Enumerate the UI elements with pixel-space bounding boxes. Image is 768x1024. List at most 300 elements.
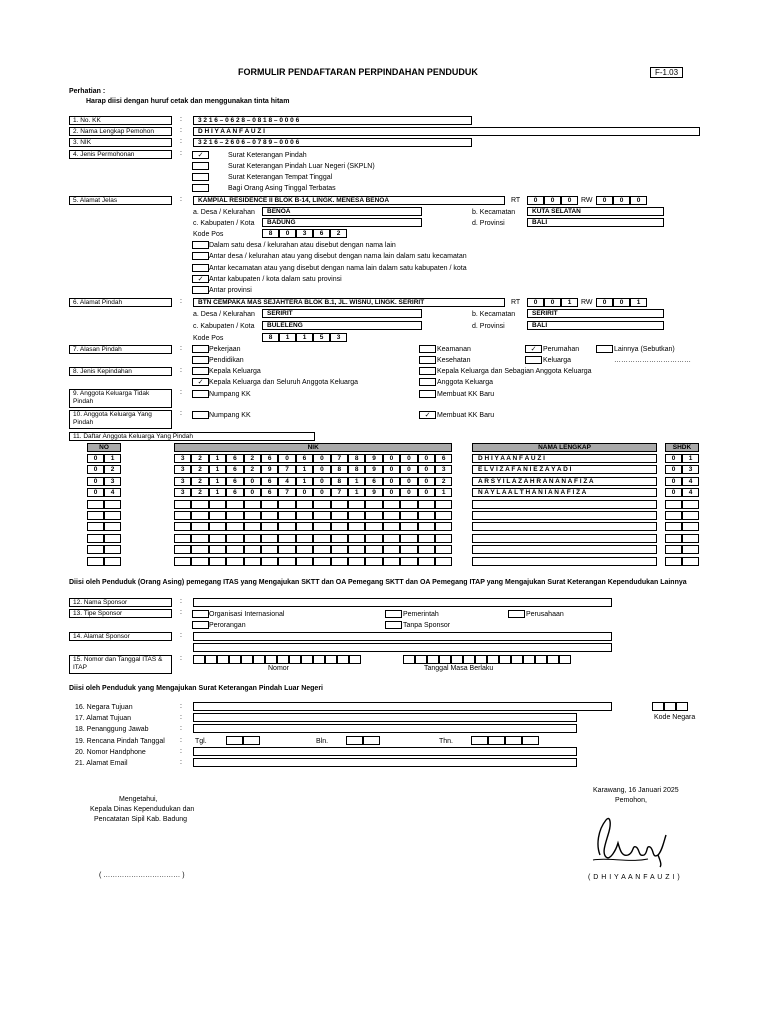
rt-digit[interactable]: 1 <box>561 298 578 307</box>
checkbox-tanpa-sponsor[interactable] <box>385 621 402 629</box>
nik-digit[interactable] <box>209 534 226 543</box>
checkbox-scope-3[interactable] <box>192 264 209 272</box>
kecamatan-field[interactable]: KUTA SELATAN <box>527 207 664 216</box>
nik-digit[interactable] <box>400 534 417 543</box>
bln-box[interactable] <box>346 736 363 745</box>
itas-tanggal-box[interactable] <box>475 655 487 664</box>
rw-digit[interactable]: 0 <box>596 298 613 307</box>
itas-tanggal-box[interactable] <box>463 655 475 664</box>
nik-digit[interactable] <box>313 545 330 554</box>
no-digit[interactable] <box>87 500 104 509</box>
nik-digit[interactable]: 6 <box>365 477 382 486</box>
checkbox-keamanan[interactable] <box>419 345 436 353</box>
nik-digit[interactable]: 6 <box>261 488 278 497</box>
nik-digit[interactable] <box>209 511 226 520</box>
shdk-digit[interactable] <box>665 500 682 509</box>
nik-digit[interactable] <box>365 500 382 509</box>
nik-digit[interactable]: 0 <box>400 477 417 486</box>
rt-digit[interactable]: 0 <box>527 196 544 205</box>
nik-digit[interactable] <box>418 500 435 509</box>
nik-digit[interactable] <box>435 545 452 554</box>
nik-digit[interactable]: 0 <box>313 488 330 497</box>
nik-digit[interactable] <box>331 534 348 543</box>
no-digit[interactable] <box>104 557 121 566</box>
nik-digit[interactable]: 1 <box>348 477 365 486</box>
nik-digit[interactable]: 2 <box>435 477 452 486</box>
shdk-digit[interactable] <box>665 511 682 520</box>
nik-digit[interactable] <box>313 500 330 509</box>
itas-tanggal-box[interactable] <box>427 655 439 664</box>
checkbox-keluarga[interactable] <box>525 356 542 364</box>
nik-digit[interactable]: 3 <box>174 477 191 486</box>
checkbox-pemerintah[interactable] <box>385 610 402 618</box>
nik-digit[interactable] <box>174 557 191 566</box>
nik-digit[interactable]: 6 <box>226 454 243 463</box>
nik-digit[interactable] <box>191 522 208 531</box>
nik-digit[interactable]: 2 <box>191 477 208 486</box>
nik-digit[interactable] <box>418 511 435 520</box>
nama-pemohon-field[interactable]: D H I Y A A N F A U Z I <box>193 127 700 136</box>
kode-negara-box[interactable] <box>652 702 664 711</box>
checkbox-anggota[interactable] <box>419 378 436 386</box>
no-digit[interactable]: 0 <box>87 465 104 474</box>
nik-digit[interactable] <box>226 545 243 554</box>
nik-digit[interactable] <box>313 534 330 543</box>
shdk-digit[interactable]: 0 <box>665 454 682 463</box>
nik-digit[interactable] <box>365 511 382 520</box>
kode-negara-box[interactable] <box>676 702 688 711</box>
nik-digit[interactable]: 0 <box>244 477 261 486</box>
nik-digit[interactable] <box>191 511 208 520</box>
shdk-digit[interactable] <box>682 500 699 509</box>
nik-digit[interactable] <box>348 557 365 566</box>
nik-digit[interactable] <box>331 500 348 509</box>
nomor-handphone-field[interactable] <box>193 747 577 756</box>
checkbox-lainnya[interactable] <box>596 345 613 353</box>
shdk-digit[interactable] <box>665 534 682 543</box>
kodepos-digit[interactable]: 3 <box>330 333 347 342</box>
shdk-digit[interactable]: 3 <box>682 465 699 474</box>
provinsi-field[interactable]: BALI <box>527 218 664 227</box>
checkbox-oa[interactable] <box>192 184 209 192</box>
alamat-sponsor-field[interactable] <box>193 632 612 641</box>
nik-digit[interactable]: 8 <box>348 465 365 474</box>
nik-digit[interactable]: 0 <box>278 454 295 463</box>
nik-digit[interactable]: 2 <box>191 488 208 497</box>
nik-digit[interactable]: 6 <box>261 454 278 463</box>
nik-digit[interactable]: 0 <box>400 454 417 463</box>
shdk-digit[interactable]: 4 <box>682 488 699 497</box>
nik-digit[interactable] <box>244 511 261 520</box>
itas-tanggal-box[interactable] <box>403 655 415 664</box>
no-digit[interactable] <box>87 557 104 566</box>
no-digit[interactable]: 4 <box>104 488 121 497</box>
nik-digit[interactable] <box>174 522 191 531</box>
nik-digit[interactable]: 4 <box>278 477 295 486</box>
kodepos-digit[interactable]: 1 <box>279 333 296 342</box>
checkbox-kk-baru[interactable] <box>419 390 436 398</box>
nik-digit[interactable] <box>435 511 452 520</box>
no-digit[interactable]: 0 <box>87 454 104 463</box>
itas-tanggal-box[interactable] <box>511 655 523 664</box>
itas-nomor-box[interactable] <box>349 655 361 664</box>
nik-digit[interactable]: 7 <box>278 465 295 474</box>
shdk-digit[interactable] <box>682 511 699 520</box>
shdk-digit[interactable]: 4 <box>682 477 699 486</box>
nik-digit[interactable]: 0 <box>383 477 400 486</box>
nik-digit[interactable] <box>348 534 365 543</box>
nik-digit[interactable] <box>313 511 330 520</box>
nik-digit[interactable]: 0 <box>383 454 400 463</box>
nik-digit[interactable]: 1 <box>209 465 226 474</box>
nik-digit[interactable] <box>365 545 382 554</box>
nik-digit[interactable]: 8 <box>331 477 348 486</box>
nik-digit[interactable] <box>400 500 417 509</box>
nik-digit[interactable] <box>435 522 452 531</box>
rw-digit[interactable]: 0 <box>613 196 630 205</box>
thn-box[interactable] <box>522 736 539 745</box>
nik-digit[interactable] <box>191 500 208 509</box>
itas-nomor-box[interactable] <box>193 655 205 664</box>
itas-nomor-box[interactable] <box>289 655 301 664</box>
no-digit[interactable] <box>104 522 121 531</box>
nik-digit[interactable] <box>383 522 400 531</box>
checkbox-scope-1[interactable] <box>192 241 209 249</box>
rt-digit[interactable]: 0 <box>527 298 544 307</box>
nik-digit[interactable] <box>278 522 295 531</box>
nik-digit[interactable] <box>296 500 313 509</box>
provinsi-field[interactable]: BALI <box>527 321 664 330</box>
no-digit[interactable] <box>87 545 104 554</box>
alamat-tujuan-field[interactable] <box>193 713 577 722</box>
nik-digit[interactable]: 0 <box>313 454 330 463</box>
bln-box[interactable] <box>363 736 380 745</box>
desa-field[interactable]: SERIRIT <box>262 309 422 318</box>
kabupaten-field[interactable]: BULELENG <box>262 321 422 330</box>
nik-digit[interactable] <box>209 545 226 554</box>
itas-nomor-box[interactable] <box>301 655 313 664</box>
tgl-box[interactable] <box>243 736 260 745</box>
nik-digit[interactable] <box>226 511 243 520</box>
nik-digit[interactable] <box>383 511 400 520</box>
nik-digit[interactable] <box>209 500 226 509</box>
nik-digit[interactable] <box>296 534 313 543</box>
nik-digit[interactable] <box>365 557 382 566</box>
nik-digit[interactable] <box>383 534 400 543</box>
nik-digit[interactable] <box>348 545 365 554</box>
nik-digit[interactable]: 0 <box>418 477 435 486</box>
kodepos-digit[interactable]: 0 <box>279 229 296 238</box>
itas-nomor-box[interactable] <box>229 655 241 664</box>
thn-box[interactable] <box>505 736 522 745</box>
nik-digit[interactable] <box>313 557 330 566</box>
kode-negara-box[interactable] <box>664 702 676 711</box>
checkbox-scope-4[interactable]: ✓ <box>192 275 209 283</box>
nik-digit[interactable] <box>226 522 243 531</box>
nik-digit[interactable] <box>261 511 278 520</box>
nik-digit[interactable]: 6 <box>435 454 452 463</box>
nik-digit[interactable]: 0 <box>400 465 417 474</box>
nik-digit[interactable]: 9 <box>365 488 382 497</box>
kodepos-digit[interactable]: 1 <box>296 333 313 342</box>
checkbox-scope-5[interactable] <box>192 286 209 294</box>
nik-digit[interactable]: 1 <box>296 477 313 486</box>
nik-digit[interactable]: 0 <box>313 465 330 474</box>
nik-digit[interactable]: 1 <box>209 477 226 486</box>
nik-digit[interactable] <box>244 545 261 554</box>
nik-digit[interactable]: 2 <box>244 454 261 463</box>
nik-digit[interactable] <box>435 500 452 509</box>
checkbox-kk[interactable] <box>192 367 209 375</box>
nik-digit[interactable]: 6 <box>296 454 313 463</box>
itas-tanggal-box[interactable] <box>487 655 499 664</box>
nik-digit[interactable] <box>418 545 435 554</box>
nik-digit[interactable] <box>435 557 452 566</box>
itas-nomor-box[interactable] <box>253 655 265 664</box>
kabupaten-field[interactable]: BADUNG <box>262 218 422 227</box>
alamat-pindah-field[interactable]: BTN CEMPAKA MAS SEJAHTERA BLOK B.1, JL. WISNU, LINGK. SERIRIT <box>193 298 505 307</box>
kecamatan-field[interactable]: SERIRIT <box>527 309 664 318</box>
nik-digit[interactable] <box>296 545 313 554</box>
nik-digit[interactable] <box>261 534 278 543</box>
alamat-jelas-field[interactable]: KAMPIAL RESIDENCE II BLOK B-14, LINGK. MENESA BENOA <box>193 196 505 205</box>
no-digit[interactable] <box>104 500 121 509</box>
negara-tujuan-field[interactable] <box>193 702 612 711</box>
desa-field[interactable]: BENOA <box>262 207 422 216</box>
nik-digit[interactable] <box>261 500 278 509</box>
shdk-digit[interactable] <box>682 534 699 543</box>
checkbox-kk-baru[interactable]: ✓ <box>419 411 436 419</box>
nama-lengkap-field[interactable] <box>472 511 657 520</box>
checkbox-kesehatan[interactable] <box>419 356 436 364</box>
checkbox-perorangan[interactable] <box>192 621 209 629</box>
rw-digit[interactable]: 1 <box>630 298 647 307</box>
nama-lengkap-field[interactable] <box>472 534 657 543</box>
nik-digit[interactable] <box>261 522 278 531</box>
nik-digit[interactable]: 3 <box>174 465 191 474</box>
itas-tanggal-box[interactable] <box>523 655 535 664</box>
nik-digit[interactable] <box>348 511 365 520</box>
nama-lengkap-field[interactable] <box>472 500 657 509</box>
nik-digit[interactable] <box>174 545 191 554</box>
nik-digit[interactable] <box>244 534 261 543</box>
nik-digit[interactable] <box>331 545 348 554</box>
nik-digit[interactable]: 8 <box>331 465 348 474</box>
kodepos-digit[interactable]: 8 <box>262 229 279 238</box>
nik-digit[interactable]: 1 <box>348 488 365 497</box>
nik-digit[interactable]: 1 <box>209 488 226 497</box>
itas-nomor-box[interactable] <box>217 655 229 664</box>
nik-digit[interactable]: 0 <box>400 488 417 497</box>
shdk-digit[interactable]: 0 <box>665 477 682 486</box>
checkbox-scope-2[interactable] <box>192 252 209 260</box>
no-digit[interactable]: 3 <box>104 477 121 486</box>
nik-digit[interactable]: 3 <box>435 465 452 474</box>
thn-box[interactable] <box>471 736 488 745</box>
no-digit[interactable] <box>104 511 121 520</box>
nik-digit[interactable] <box>365 522 382 531</box>
nik-digit[interactable] <box>261 557 278 566</box>
nik-digit[interactable]: 0 <box>418 465 435 474</box>
nik-digit[interactable]: 9 <box>365 454 382 463</box>
nik-digit[interactable]: 6 <box>226 465 243 474</box>
checkbox-perumahan[interactable]: ✓ <box>525 345 542 353</box>
nik-digit[interactable] <box>313 522 330 531</box>
itas-tanggal-box[interactable] <box>451 655 463 664</box>
nik-digit[interactable]: 6 <box>261 477 278 486</box>
nik-digit[interactable]: 2 <box>244 465 261 474</box>
nik-digit[interactable] <box>191 557 208 566</box>
nik-digit[interactable] <box>383 500 400 509</box>
nik-field[interactable]: 3 2 1 6 – 2 6 0 6 – 0 7 8 9 – 0 0 0 6 <box>193 138 472 147</box>
nik-digit[interactable] <box>209 557 226 566</box>
nik-digit[interactable]: 0 <box>418 488 435 497</box>
nik-digit[interactable] <box>174 511 191 520</box>
nik-digit[interactable] <box>244 500 261 509</box>
checkbox-sktt[interactable] <box>192 173 209 181</box>
rt-digit[interactable]: 0 <box>561 196 578 205</box>
itas-tanggal-box[interactable] <box>559 655 571 664</box>
nik-digit[interactable] <box>296 511 313 520</box>
nik-digit[interactable] <box>400 545 417 554</box>
tgl-box[interactable] <box>226 736 243 745</box>
itas-tanggal-box[interactable] <box>415 655 427 664</box>
nik-digit[interactable]: 6 <box>226 488 243 497</box>
nik-digit[interactable] <box>191 545 208 554</box>
nik-digit[interactable] <box>278 545 295 554</box>
shdk-digit[interactable]: 1 <box>682 454 699 463</box>
shdk-digit[interactable]: 0 <box>665 465 682 474</box>
itas-tanggal-box[interactable] <box>547 655 559 664</box>
nik-digit[interactable] <box>209 522 226 531</box>
nik-digit[interactable] <box>418 557 435 566</box>
checkbox-numpang-kk[interactable] <box>192 411 209 419</box>
nik-digit[interactable]: 8 <box>348 454 365 463</box>
itas-tanggal-box[interactable] <box>439 655 451 664</box>
itas-nomor-box[interactable] <box>205 655 217 664</box>
checkbox-perusahaan[interactable] <box>508 610 525 618</box>
nik-digit[interactable]: 0 <box>313 477 330 486</box>
nik-digit[interactable]: 9 <box>365 465 382 474</box>
nik-digit[interactable] <box>418 522 435 531</box>
nama-lengkap-field[interactable]: D H I Y A A N F A U Z I <box>472 454 657 463</box>
rw-digit[interactable]: 0 <box>613 298 630 307</box>
nik-digit[interactable] <box>418 534 435 543</box>
nik-digit[interactable] <box>191 534 208 543</box>
nik-digit[interactable] <box>435 534 452 543</box>
no-digit[interactable] <box>87 511 104 520</box>
itas-tanggal-box[interactable] <box>535 655 547 664</box>
nik-digit[interactable] <box>365 534 382 543</box>
no-digit[interactable] <box>87 522 104 531</box>
nik-digit[interactable] <box>244 522 261 531</box>
kodepos-digit[interactable]: 5 <box>313 333 330 342</box>
nik-digit[interactable] <box>226 500 243 509</box>
nik-digit[interactable] <box>174 500 191 509</box>
nama-lengkap-field[interactable]: A R S Y I L A Z A H R A N A N A F I Z A <box>472 477 657 486</box>
nik-digit[interactable] <box>348 500 365 509</box>
shdk-digit[interactable]: 0 <box>665 488 682 497</box>
nik-digit[interactable] <box>296 557 313 566</box>
shdk-digit[interactable] <box>665 522 682 531</box>
nik-digit[interactable]: 6 <box>226 477 243 486</box>
nik-digit[interactable] <box>174 534 191 543</box>
nik-digit[interactable]: 3 <box>174 454 191 463</box>
nama-lengkap-field[interactable] <box>472 522 657 531</box>
itas-nomor-box[interactable] <box>265 655 277 664</box>
nama-lengkap-field[interactable]: N A Y L A A L T H A N I A N A F I Z A <box>472 488 657 497</box>
checkbox-kk-sebagian[interactable] <box>419 367 436 375</box>
nik-digit[interactable]: 1 <box>296 465 313 474</box>
nik-digit[interactable] <box>278 511 295 520</box>
shdk-digit[interactable] <box>665 557 682 566</box>
thn-box[interactable] <box>488 736 505 745</box>
rt-digit[interactable]: 0 <box>544 196 561 205</box>
checkbox-skpln[interactable] <box>192 162 209 170</box>
nik-digit[interactable] <box>331 522 348 531</box>
itas-nomor-box[interactable] <box>313 655 325 664</box>
nik-digit[interactable] <box>261 545 278 554</box>
nik-digit[interactable] <box>348 522 365 531</box>
nik-digit[interactable]: 0 <box>296 488 313 497</box>
nik-digit[interactable]: 1 <box>209 454 226 463</box>
nik-digit[interactable]: 7 <box>331 454 348 463</box>
shdk-digit[interactable] <box>682 545 699 554</box>
nama-lengkap-field[interactable] <box>472 557 657 566</box>
rw-digit[interactable]: 0 <box>630 196 647 205</box>
checkbox-pekerjaan[interactable] <box>192 345 209 353</box>
checkbox-kk-seluruh[interactable]: ✓ <box>192 378 209 386</box>
nik-digit[interactable]: 0 <box>418 454 435 463</box>
nik-digit[interactable] <box>296 522 313 531</box>
nik-digit[interactable]: 7 <box>278 488 295 497</box>
nik-digit[interactable]: 0 <box>383 488 400 497</box>
no-digit[interactable]: 0 <box>87 477 104 486</box>
nik-digit[interactable]: 3 <box>174 488 191 497</box>
nama-lengkap-field[interactable]: E L V I Z A F A N I E Z A Y A D I <box>472 465 657 474</box>
nik-digit[interactable] <box>331 511 348 520</box>
no-digit[interactable]: 0 <box>87 488 104 497</box>
nik-digit[interactable] <box>331 557 348 566</box>
no-digit[interactable]: 1 <box>104 454 121 463</box>
itas-tanggal-box[interactable] <box>499 655 511 664</box>
nik-digit[interactable]: 0 <box>383 465 400 474</box>
nik-digit[interactable]: 0 <box>244 488 261 497</box>
shdk-digit[interactable] <box>682 557 699 566</box>
rw-digit[interactable]: 0 <box>596 196 613 205</box>
shdk-digit[interactable] <box>682 522 699 531</box>
checkbox-skp[interactable]: ✓ <box>192 151 209 159</box>
itas-nomor-box[interactable] <box>325 655 337 664</box>
nik-digit[interactable]: 9 <box>261 465 278 474</box>
kodepos-digit[interactable]: 6 <box>313 229 330 238</box>
checkbox-numpang-kk[interactable] <box>192 390 209 398</box>
nik-digit[interactable] <box>226 534 243 543</box>
nik-digit[interactable] <box>400 522 417 531</box>
nama-sponsor-field[interactable] <box>193 598 612 607</box>
itas-nomor-box[interactable] <box>241 655 253 664</box>
nik-digit[interactable] <box>278 500 295 509</box>
no-digit[interactable] <box>87 534 104 543</box>
penanggung-jawab-field[interactable] <box>193 724 577 733</box>
shdk-digit[interactable] <box>665 545 682 554</box>
nik-digit[interactable] <box>383 545 400 554</box>
checkbox-org-internasional[interactable] <box>192 610 209 618</box>
nik-digit[interactable]: 7 <box>331 488 348 497</box>
nik-digit[interactable] <box>400 557 417 566</box>
nik-digit[interactable] <box>278 557 295 566</box>
nama-lengkap-field[interactable] <box>472 545 657 554</box>
